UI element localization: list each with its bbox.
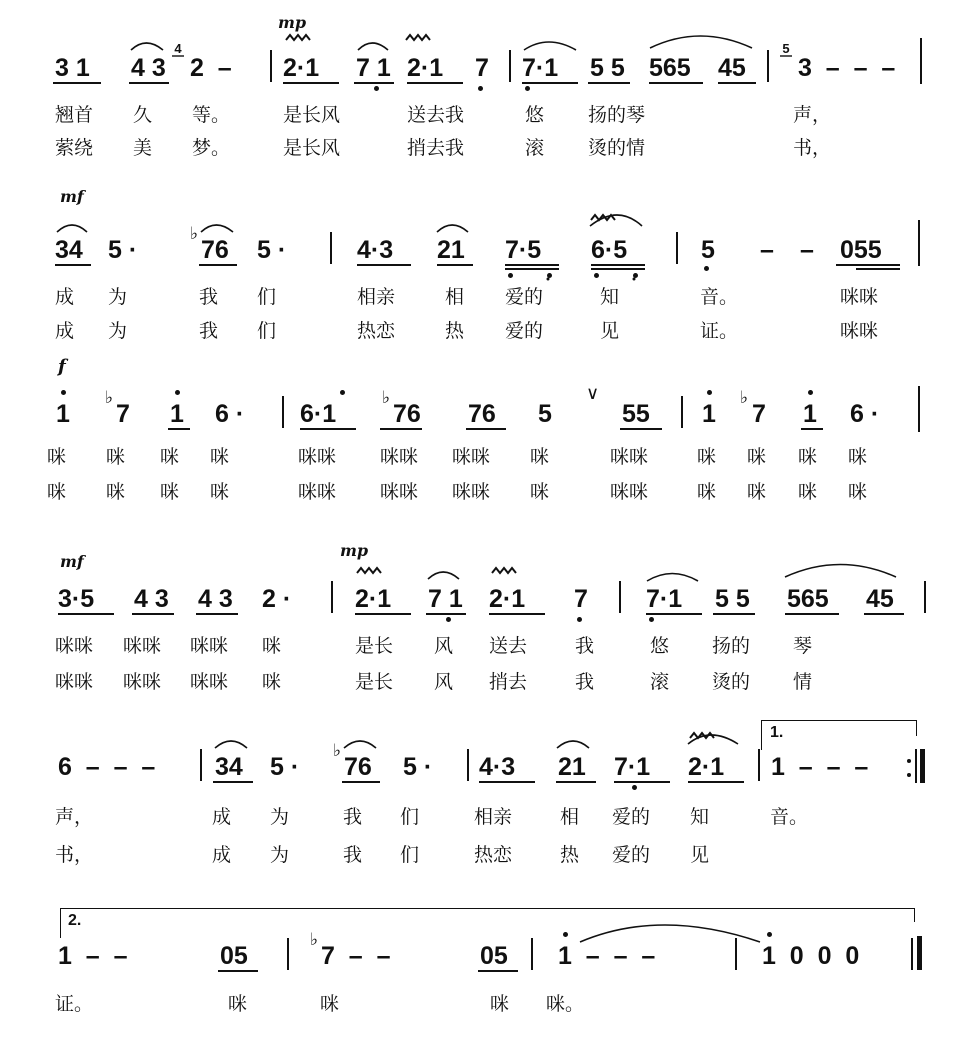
lyric: 们 xyxy=(257,286,277,308)
lyric: 书， xyxy=(55,844,94,866)
lyric: 咪咪 xyxy=(55,671,94,693)
note-group: 76 xyxy=(393,400,421,428)
note-group: 76 xyxy=(344,753,372,781)
lyric: 琴 xyxy=(793,635,813,657)
note-group: 34 xyxy=(215,753,243,781)
lyric: 咪 xyxy=(262,671,282,693)
lyric: 我 xyxy=(343,844,363,866)
note-group: 34 xyxy=(55,236,83,264)
note-group: 1 xyxy=(56,400,70,428)
flat-sign: ♭ xyxy=(105,388,114,408)
dynamic-mf: mf xyxy=(60,187,84,206)
lyric: 久 xyxy=(133,104,153,126)
lyric: 成 xyxy=(212,806,232,828)
lyric: 咪 xyxy=(530,446,550,468)
lyric: 热 xyxy=(560,844,580,866)
lyric: 我 xyxy=(199,320,219,342)
note-group: 7 xyxy=(116,400,130,428)
lyric: 知 xyxy=(600,286,620,308)
lyric: 咪咪 xyxy=(452,481,491,503)
lyric: 们 xyxy=(257,320,277,342)
lyric: 咪 xyxy=(210,481,230,503)
flat-sign: ♭ xyxy=(190,224,199,244)
note-group: 7 1 xyxy=(428,585,463,613)
note-group: 05 xyxy=(220,942,248,970)
note-group: 2 · xyxy=(262,585,292,613)
note-group: 4 3 xyxy=(134,585,169,613)
lyric: 音。 xyxy=(700,286,739,308)
note-group: 5 xyxy=(538,400,552,428)
lyric: 我 xyxy=(343,806,363,828)
note-group: 6·5 xyxy=(591,236,628,264)
lyric: 热恋 xyxy=(357,320,396,342)
dynamic-mf: mf xyxy=(60,552,84,571)
note-group: 21 xyxy=(558,753,586,781)
lyric: 风 xyxy=(434,635,454,657)
time-signature-top: 4 xyxy=(174,41,182,56)
lyric: 咪 xyxy=(106,481,126,503)
lyric: 成 xyxy=(55,286,75,308)
note-group: 76 xyxy=(468,400,496,428)
lyric: 风 xyxy=(434,671,454,693)
lyric: 萦绕 xyxy=(55,137,94,159)
lyric: 咪咪 xyxy=(610,446,649,468)
lyric: 们 xyxy=(400,806,420,828)
lyric: 证。 xyxy=(700,320,739,342)
lyric: 我 xyxy=(199,286,219,308)
note-group: 5 · xyxy=(257,236,287,264)
lyric: 扬的琴 xyxy=(588,104,646,126)
note-group: 1 xyxy=(702,400,716,428)
note-group: 1 – – – xyxy=(558,942,656,970)
lyric: 咪 xyxy=(160,481,180,503)
dynamic-mp: mp xyxy=(278,13,307,32)
note-group: 2·1 xyxy=(407,54,444,82)
lyric: 为 xyxy=(108,320,128,342)
lyric: 咪 xyxy=(47,481,67,503)
note-group: 05 xyxy=(480,942,508,970)
lyric: 咪 xyxy=(320,993,340,1015)
note-group: 2 – xyxy=(190,54,232,82)
note-group: 3·5 xyxy=(58,585,95,613)
lyric: 梦。 xyxy=(192,137,231,159)
lyric: 是长风 xyxy=(283,137,341,159)
lyric: 烫的情 xyxy=(588,137,646,159)
volta-2-label: 2. xyxy=(68,912,82,929)
note-group: 5 · xyxy=(270,753,300,781)
note-group: 3 – – – xyxy=(798,54,896,82)
lyric: 美 xyxy=(133,137,153,159)
lyric: 相亲 xyxy=(474,806,513,828)
lyric: 相亲 xyxy=(357,286,396,308)
lyric: 悠 xyxy=(650,635,670,657)
note-group: 7·5 xyxy=(505,236,542,264)
lyric: 烫的 xyxy=(712,671,751,693)
lyric: 送去我 xyxy=(407,104,465,126)
lyric: 咪 xyxy=(262,635,282,657)
lyric: 咪咪 xyxy=(840,286,879,308)
note-group: 7 xyxy=(574,585,588,613)
lyric: 咪 xyxy=(530,481,550,503)
lyric: 爱的 xyxy=(612,806,651,828)
note-group: 565 xyxy=(649,54,691,82)
lyric: 咪 xyxy=(798,481,818,503)
note-group: 7·1 xyxy=(646,585,683,613)
note-group: 5 · xyxy=(108,236,138,264)
lyric: 咪 xyxy=(848,481,868,503)
lyric: 咪 xyxy=(106,446,126,468)
lyric: 音。 xyxy=(770,806,809,828)
lyric: 证。 xyxy=(55,993,94,1015)
lyric: 爱的 xyxy=(505,286,544,308)
lyric: 爱的 xyxy=(505,320,544,342)
lyric: 咪咪 xyxy=(380,481,419,503)
note-group: 1 0 0 0 xyxy=(762,942,860,970)
lyric: 咪咪 xyxy=(840,320,879,342)
lyric: 相 xyxy=(445,286,465,308)
note-group: 7·1 xyxy=(522,54,559,82)
lyric: 为 xyxy=(270,806,290,828)
note-group: – xyxy=(760,236,774,264)
lyric: 是长 xyxy=(355,635,394,657)
note-group: 6 – – – xyxy=(58,753,156,781)
lyric: 咪咪 xyxy=(610,481,649,503)
note-group: 7·1 xyxy=(614,753,651,781)
note-group: 565 xyxy=(787,585,829,613)
lyric: 咪 xyxy=(490,993,510,1015)
note-group: 6·1 xyxy=(300,400,337,428)
lyric: 成 xyxy=(55,320,75,342)
lyric: 悠 xyxy=(525,104,545,126)
lyric: 咪 xyxy=(747,481,767,503)
note-group: 7 – – xyxy=(321,942,391,970)
note-group: 1 xyxy=(803,400,817,428)
lyric: 咪 xyxy=(47,446,67,468)
note-group: 76 xyxy=(201,236,229,264)
note-group: 55 xyxy=(622,400,650,428)
lyric: 咪 xyxy=(697,446,717,468)
note-group: 1 – – – xyxy=(771,753,869,781)
volta-1-label: 1. xyxy=(770,724,784,741)
flat-sign: ♭ xyxy=(310,930,319,950)
lyric: 热恋 xyxy=(474,844,513,866)
lyric: 为 xyxy=(270,844,290,866)
note-group: 45 xyxy=(866,585,894,613)
lyric: 咪 xyxy=(798,446,818,468)
lyric: 咪 xyxy=(210,446,230,468)
dynamic-f: f xyxy=(58,356,66,377)
note-group: 2·1 xyxy=(688,753,725,781)
lyric: 咪。 xyxy=(546,993,585,1015)
lyric: 咪 xyxy=(228,993,248,1015)
lyric: 是长 xyxy=(355,671,394,693)
note-group: 5 5 xyxy=(715,585,750,613)
lyric: 见 xyxy=(600,320,620,342)
flat-sign: ♭ xyxy=(333,741,342,761)
note-group: 7 xyxy=(752,400,766,428)
note-group: 4·3 xyxy=(479,753,516,781)
note-group: 4 3 xyxy=(198,585,233,613)
lyric: 翘首 xyxy=(55,104,94,126)
note-group: 45 xyxy=(718,54,746,82)
lyric: 咪 xyxy=(848,446,868,468)
lyric: 咪咪 xyxy=(190,635,229,657)
lyric: 咪咪 xyxy=(298,481,337,503)
lyric: 知 xyxy=(690,806,710,828)
lyric: 是长风 xyxy=(283,104,341,126)
lyric: 声， xyxy=(793,104,832,126)
lyric: 捎去我 xyxy=(407,137,465,159)
lyric: 们 xyxy=(400,844,420,866)
note-group: 5 · xyxy=(403,753,433,781)
lyric: 咪咪 xyxy=(452,446,491,468)
note-group: 1 – – xyxy=(58,942,128,970)
lyric: 滚 xyxy=(525,137,545,159)
note-group: 4 3 xyxy=(131,54,166,82)
lyric: 咪 xyxy=(747,446,767,468)
lyric: 咪咪 xyxy=(298,446,337,468)
lyric: 咪咪 xyxy=(380,446,419,468)
note-group: 2·1 xyxy=(283,54,320,82)
lyric: 送去 xyxy=(489,635,528,657)
note-group: – xyxy=(800,236,814,264)
lyric: 书， xyxy=(793,137,832,159)
lyric: 咪咪 xyxy=(55,635,94,657)
note-group: 2·1 xyxy=(489,585,526,613)
flat-sign: ♭ xyxy=(382,388,391,408)
lyric: 爱的 xyxy=(612,844,651,866)
lyric: 见 xyxy=(690,844,710,866)
note-group: 2·1 xyxy=(355,585,392,613)
breath-mark: ∨ xyxy=(586,383,600,403)
lyric: 咪 xyxy=(697,481,717,503)
note-group: 6 · xyxy=(850,400,880,428)
lyric: 成 xyxy=(212,844,232,866)
lyric: 我 xyxy=(575,635,595,657)
note-group: 055 xyxy=(840,236,882,264)
note-group: 3 1 xyxy=(55,54,90,82)
lyric: 捎去 xyxy=(489,671,528,693)
lyric: 声， xyxy=(55,806,94,828)
lyric: 为 xyxy=(108,286,128,308)
note-group: 21 xyxy=(437,236,465,264)
lyric: 咪咪 xyxy=(123,671,162,693)
dynamic-mp: mp xyxy=(340,541,369,560)
lyric: 滚 xyxy=(650,671,670,693)
lyric: 情 xyxy=(793,671,813,693)
lyric: 咪咪 xyxy=(190,671,229,693)
lyric: 我 xyxy=(575,671,595,693)
note-group: 7 1 xyxy=(356,54,391,82)
lyric: 扬的 xyxy=(712,635,751,657)
lyric: 相 xyxy=(560,806,580,828)
lyric: 咪咪 xyxy=(123,635,162,657)
time-signature-top: 5 xyxy=(782,41,790,56)
note-group: 7 xyxy=(475,54,489,82)
lyric: 热 xyxy=(445,320,465,342)
note-group: 1 xyxy=(170,400,184,428)
note-group: 5 5 xyxy=(590,54,625,82)
note-group: 5 xyxy=(701,236,715,264)
note-group: 6 · xyxy=(215,400,245,428)
flat-sign: ♭ xyxy=(740,388,749,408)
lyric: 等。 xyxy=(192,104,231,126)
lyric: 咪 xyxy=(160,446,180,468)
note-group: 4·3 xyxy=(357,236,394,264)
